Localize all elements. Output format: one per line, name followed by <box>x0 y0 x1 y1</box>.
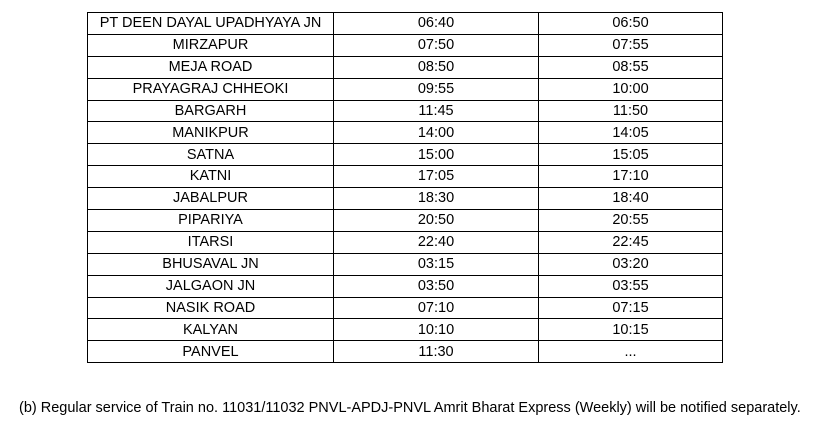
station-cell: PT DEEN DAYAL UPADHYAYA JN <box>88 13 334 35</box>
arrival-time-cell: 07:50 <box>334 34 539 56</box>
departure-time-cell: 22:45 <box>539 231 723 253</box>
departure-time-cell: ... <box>539 341 723 363</box>
arrival-time-cell: 17:05 <box>334 166 539 188</box>
departure-time-cell: 07:15 <box>539 297 723 319</box>
table-row <box>88 56 723 78</box>
station-cell: SATNA <box>88 144 334 166</box>
arrival-time-cell: 20:50 <box>334 210 539 232</box>
service-note: (b) Regular service of Train no. 11031/11032 PNVL-APDJ-PNVL Amrit Bharat Express (Weekly) will be notified separately. <box>19 400 801 416</box>
station-cell: JALGAON JN <box>88 275 334 297</box>
departure-time-cell: 17:10 <box>539 166 723 188</box>
arrival-time-cell: 03:15 <box>334 253 539 275</box>
departure-time-cell: 08:55 <box>539 56 723 78</box>
table-row <box>88 275 723 297</box>
station-cell: PRAYAGRAJ CHHEOKI <box>88 78 334 100</box>
arrival-time-cell: 11:45 <box>334 100 539 122</box>
arrival-time-cell: 18:30 <box>334 188 539 210</box>
departure-time-cell: 10:15 <box>539 319 723 341</box>
station-cell: PIPARIYA <box>88 210 334 232</box>
table-row <box>88 231 723 253</box>
schedule-body <box>88 13 723 363</box>
table-row <box>88 297 723 319</box>
arrival-time-cell: 10:10 <box>334 319 539 341</box>
departure-time-cell: 15:05 <box>539 144 723 166</box>
station-cell: MEJA ROAD <box>88 56 334 78</box>
departure-time-cell: 03:20 <box>539 253 723 275</box>
station-cell: KATNI <box>88 166 334 188</box>
table-row <box>88 13 723 35</box>
table-row <box>88 319 723 341</box>
station-cell: MANIKPUR <box>88 122 334 144</box>
station-cell: NASIK ROAD <box>88 297 334 319</box>
table-row <box>88 341 723 363</box>
station-cell: BHUSAVAL JN <box>88 253 334 275</box>
table-row <box>88 100 723 122</box>
arrival-time-cell: 11:30 <box>334 341 539 363</box>
arrival-time-cell: 03:50 <box>334 275 539 297</box>
departure-time-cell: 10:00 <box>539 78 723 100</box>
station-cell: PANVEL <box>88 341 334 363</box>
departure-time-cell: 03:55 <box>539 275 723 297</box>
table-row <box>88 210 723 232</box>
station-cell: MIRZAPUR <box>88 34 334 56</box>
table-row <box>88 34 723 56</box>
table-row <box>88 78 723 100</box>
station-cell: JABALPUR <box>88 188 334 210</box>
arrival-time-cell: 15:00 <box>334 144 539 166</box>
table-row <box>88 144 723 166</box>
station-cell: BARGARH <box>88 100 334 122</box>
departure-time-cell: 14:05 <box>539 122 723 144</box>
station-cell: KALYAN <box>88 319 334 341</box>
departure-time-cell: 18:40 <box>539 188 723 210</box>
station-cell: ITARSI <box>88 231 334 253</box>
departure-time-cell: 20:55 <box>539 210 723 232</box>
arrival-time-cell: 08:50 <box>334 56 539 78</box>
departure-time-cell: 06:50 <box>539 13 723 35</box>
table-row <box>88 122 723 144</box>
arrival-time-cell: 07:10 <box>334 297 539 319</box>
table-row <box>88 188 723 210</box>
arrival-time-cell: 22:40 <box>334 231 539 253</box>
arrival-time-cell: 14:00 <box>334 122 539 144</box>
arrival-time-cell: 09:55 <box>334 78 539 100</box>
arrival-time-cell: 06:40 <box>334 13 539 35</box>
departure-time-cell: 07:55 <box>539 34 723 56</box>
table-row <box>88 166 723 188</box>
departure-time-cell: 11:50 <box>539 100 723 122</box>
schedule-table <box>87 12 723 363</box>
table-row <box>88 253 723 275</box>
